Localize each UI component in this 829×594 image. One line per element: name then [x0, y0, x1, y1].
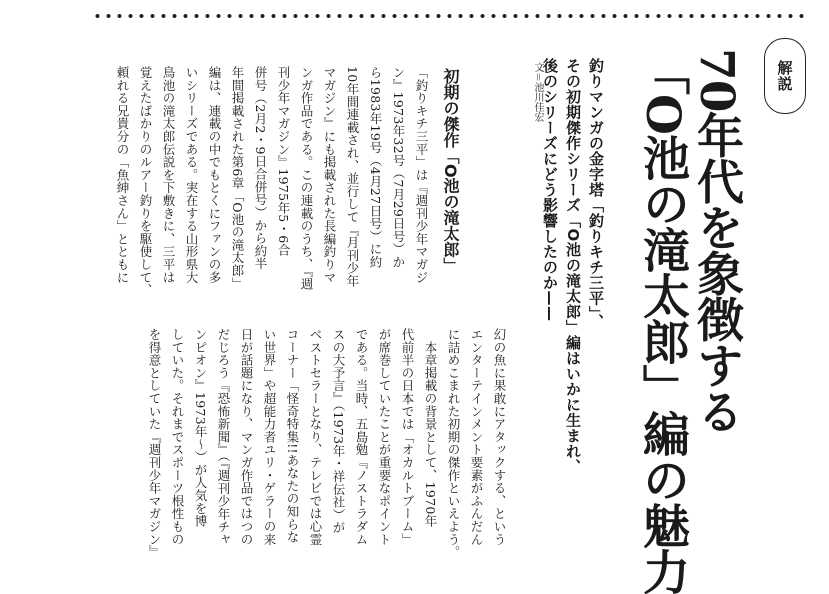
lead-line-3: 後のシリーズにどう影響したのか——	[541, 58, 559, 322]
title-line-2: 「O池の滝太郎」編の魅力	[635, 48, 690, 594]
body-column-left	[111, 66, 433, 314]
body-line: を得意としていた『週刊少年マガジン』	[147, 328, 162, 559]
article-title	[635, 48, 744, 594]
body-line: ら1983年19号（4月27日号）に約	[368, 66, 383, 269]
body-line: マガジン』にも掲載された長編釣りマ	[322, 66, 337, 284]
section-heading: 初期の傑作「O池の滝太郎」	[441, 68, 460, 274]
body-line: 幻の魚に果敢にアタックする、という	[492, 328, 507, 546]
body-line: 10年間連載され、並行して『月刊少年	[345, 66, 360, 288]
body-line: 「釣りキチ三平」は『週刊少年マガジ	[414, 66, 429, 284]
body-line: だじろう『恐怖新聞』（『週刊少年チャ	[216, 328, 231, 546]
body-line: い世界」や超能力者ユリ・ゲラーの来	[262, 328, 277, 546]
body-line: 本章掲載の背景として、1970年	[423, 328, 438, 528]
body-line: ンガ作品である。この連載のうち、『週	[299, 66, 314, 291]
body-line: 頼れる兄貴分の「魚紳さん」とともに	[115, 66, 130, 284]
dotted-rule	[92, 13, 804, 19]
body-line: 編は、連載の中でもとくにファンの多	[207, 66, 222, 284]
title-line-1: 70年代を象徴する	[689, 48, 744, 434]
body-line: ンピオン』1973年〜）が人気を博	[193, 328, 208, 528]
lead-line-2: その初期傑作シリーズ「O池の滝太郎」編はいかに生まれ、	[564, 58, 582, 475]
body-line: いシリーズである。実在する山形県大	[184, 66, 199, 284]
body-line: スの大予言』（1973年・祥伝社）が	[331, 328, 346, 534]
body-line: が席巻していたことが重要なポイント	[377, 328, 392, 546]
commentary-badge	[764, 38, 806, 114]
body-column-right	[143, 328, 511, 576]
body-line: 覚えたばかりのルアー釣りを駆使して、	[138, 66, 153, 297]
body-line: ベストセラーとなり、テレビでは心霊	[308, 328, 323, 546]
byline: 文＝池川佳宏	[532, 62, 543, 122]
body-line: 日が話題になり、マンガ作品ではつの	[239, 328, 254, 546]
body-line: 刊少年マガジン』1975年5・6合	[276, 66, 291, 257]
badge-label: 解説	[775, 60, 794, 92]
body-line: である。当時、五島勉『ノストラダム	[354, 328, 369, 546]
body-line: コーナー「怪奇特集!!あなたの知らな	[285, 328, 300, 544]
lead-line-1: 釣りマンガの金字塔「釣りキチ三平」、	[587, 58, 605, 330]
body-line: していた。それまでスポーツ根性もの	[170, 328, 185, 546]
body-line: に詰めこまれた初期の傑作といえよう。	[446, 328, 461, 559]
body-line: 鳥池の滝太郎伝説を下敷きに、三平は	[161, 66, 176, 284]
body-line: 年間掲載された第6章「O池の滝太郎」	[230, 66, 245, 290]
article-lead	[538, 58, 607, 475]
body-line: ン』1973年32号（7月29日号）か	[391, 66, 406, 269]
body-line: エンターテインメント要素がふんだん	[469, 328, 484, 546]
body-line: 併号（2月2・9日合併号）から約半	[253, 66, 268, 270]
body-line: 代前半の日本では「オカルトブーム」	[400, 328, 415, 546]
